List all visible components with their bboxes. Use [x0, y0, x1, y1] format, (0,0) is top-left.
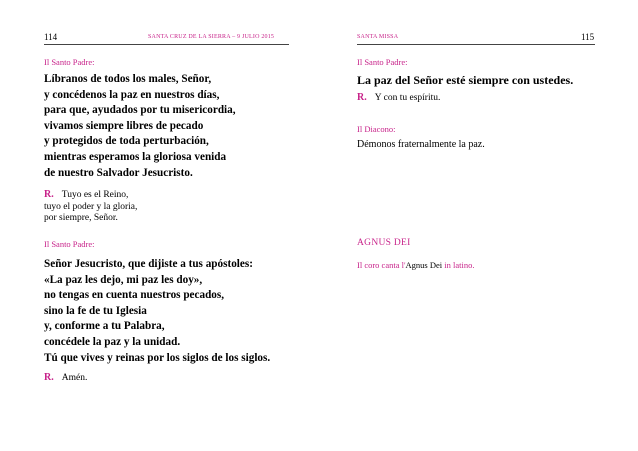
- prayer-line: Démonos fraternalmente la paz.: [357, 139, 485, 150]
- agnus-dei-section: [357, 237, 474, 270]
- speaker-label: Il Santo Padre:: [44, 239, 95, 249]
- rubric-text: Il coro canta l': [357, 260, 406, 270]
- speaker-label: Il Santo Padre:: [357, 57, 408, 67]
- prayer-line: y protegidos de toda perturbación,: [44, 135, 209, 148]
- prayer-line: no tengas en cuenta nuestros pecados,: [44, 289, 225, 302]
- prayer-block-2: [44, 239, 270, 385]
- prayer-block-1: [357, 57, 573, 105]
- prayer-line: y, conforme a tu Palabra,: [44, 320, 165, 333]
- running-header: SANTA CRUZ DE LA SIERRA – 9 JULIO 2015: [148, 34, 275, 40]
- prayer-line: sino la fe de tu Iglesia: [44, 304, 147, 317]
- prayer-line: Señor Jesucristo, que dijiste a tus apóstoles:: [44, 258, 253, 270]
- response-line: Amén.: [61, 373, 88, 384]
- response-mark: R.: [44, 189, 54, 201]
- rubric-text: in latino.: [442, 260, 475, 270]
- rubric-note: [357, 260, 474, 270]
- response-mark: R.: [357, 92, 367, 103]
- response: [44, 189, 236, 225]
- prayer-line: Tú que vives y reinas por los siglos de los siglos.: [44, 351, 271, 364]
- right-page: [319, 0, 638, 451]
- prayer-line: La paz del Señor esté siempre con ustedes.: [357, 73, 574, 87]
- response-line: Y con tu espíritu.: [374, 93, 441, 103]
- prayer-line: concédele la paz y la unidad.: [44, 335, 181, 348]
- response-mark: R.: [44, 372, 54, 384]
- prayer-line: Líbranos de todos los males, Señor,: [44, 73, 212, 85]
- page-number: 114: [44, 32, 58, 42]
- rubric-emph: Agnus Dei: [405, 260, 443, 270]
- running-header: SANTA MISSA: [357, 34, 399, 40]
- prayer-line: vivamos siempre libres de pecado: [44, 119, 204, 132]
- header-rule: [44, 44, 289, 45]
- prayer-block-1: [44, 57, 236, 225]
- response: [44, 372, 270, 385]
- prayer-line: de nuestro Salvador Jesucristo.: [44, 166, 193, 179]
- response-line: tuyo el poder y la gloria,: [44, 201, 138, 212]
- speaker-label: Il Diacono:: [357, 124, 396, 134]
- section-title: AGNUS DEI: [357, 238, 411, 248]
- response-line: Tuyo es el Reino,: [61, 190, 129, 201]
- prayer-line: mientras esperamos la gloriosa venida: [44, 150, 227, 163]
- prayer-block-2: [357, 124, 485, 151]
- speaker-label: Il Santo Padre:: [44, 57, 95, 67]
- response-line: por siempre, Señor.: [44, 213, 118, 224]
- header-rule: [357, 44, 595, 45]
- prayer-line: «La paz les dejo, mi paz les doy»,: [44, 273, 203, 286]
- prayer-line: y concédenos la paz en nuestros días,: [44, 88, 220, 101]
- prayer-line: para que, ayudados por tu misericordia,: [44, 104, 236, 117]
- page-number: 115: [581, 32, 595, 42]
